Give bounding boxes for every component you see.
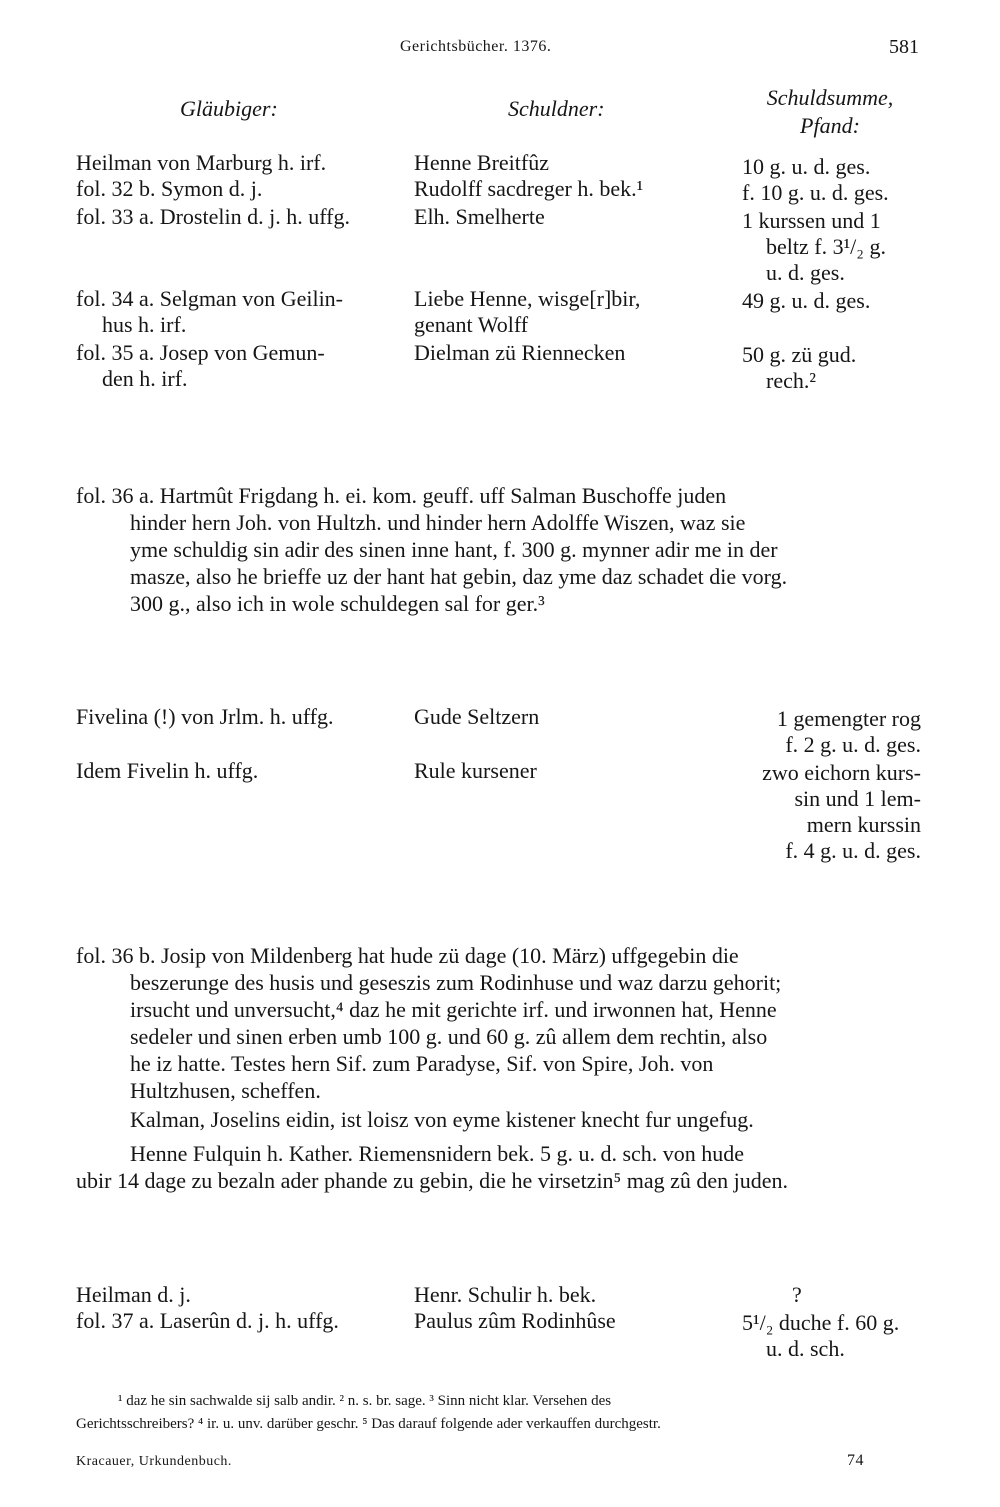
table-cell: Gude Seltzern [414,704,540,729]
table-cell: hus h. irf. [102,312,187,337]
footer-source: Kracauer, Urkundenbuch. [76,1454,232,1469]
table-row-5-debtor [414,340,625,366]
table-row-9-creditor [76,1308,339,1334]
table-cell: Fivelina (!) von Jrlm. h. uffg. [76,704,334,729]
entry-henne-line1: Henne Fulquin h. Kather. Riemensnidern bek. 5 g. u. d. sch. von hude [130,1141,745,1166]
text-line: fol. 36 a. Hartmût Frigdang h. ei. kom. geuff. uff Salman Buschoffe juden [76,483,727,508]
footnotes [76,1390,922,1436]
table-row-3-debtor [414,204,545,230]
entry-fol-36a [76,482,922,617]
table-cell: Heilman von Marburg h. irf. [76,150,327,175]
table-row-2-amount [742,180,889,206]
table-row-7-debtor [414,758,537,784]
table-row-2-creditor [76,176,262,202]
table-row-3-creditor [76,204,350,230]
column-header-sum [740,84,920,140]
table-row-8-creditor [76,1282,191,1308]
table-row-8-debtor [414,1282,596,1308]
table-row-1-amount [742,154,870,180]
table-cell: Dielman zü Riennecken [414,340,626,365]
table-cell: fol. 34 a. Selgman von Geilin- [76,286,344,311]
table-row-6-amount [777,706,921,758]
text-line: yme schuldig sin adir des sinen inne hant, f. 300 g. mynner adir me in der [130,537,778,562]
column-header-sum-line2: Pfand: [800,113,860,138]
table-cell: Idem Fivelin h. uffg. [76,758,259,783]
table-cell: mern kurssin [806,812,921,837]
table-cell: fol. 33 a. Drostelin d. j. h. uffg. [76,204,350,229]
table-row-7-creditor [76,758,258,784]
table-cell: u. d. ges. [766,260,845,285]
table-row-1-creditor [76,150,326,176]
table-cell: 1 kurssen und 1 [742,208,881,233]
table-row-5-amount [742,342,856,394]
table-cell: f. 10 g. u. d. ges. [742,180,889,205]
table-cell: Elh. Smelherte [414,204,545,229]
text-line: irsucht und unversucht,⁴ daz he mit gerichte irf. und irwonnen hat, Henne [130,997,777,1022]
table-row-6-creditor [76,704,333,730]
table-cell: f. 4 g. u. d. ges. [785,838,921,863]
table-cell: rech.² [766,368,816,393]
column-header-debtor: Schuldner: [508,96,605,121]
table-row-5-creditor [76,340,325,392]
table-row-9-debtor [414,1308,616,1334]
entry-kalman: Kalman, Joselins eidin, ist loisz von eyme kistener knecht fur ungefug. [130,1107,754,1132]
table-row-3-amount [742,208,886,286]
signature-mark: 74 [847,1452,864,1469]
table-cell: 10 g. u. d. ges. [742,154,871,179]
footnote-line-2: Gerichtsschreibers? ⁴ ir. u. unv. darüber geschr. ⁵ Das darauf folgende ader verkauffen durchgestr. [76,1416,661,1432]
table-cell: fol. 37 a. Laserûn d. j. h. uffg. [76,1308,339,1333]
text-line: beszerunge des husis und geseszis zum Rodinhuse und waz darzu gehorit; [130,970,782,995]
table-cell: Paulus zûm Rodinhûse [414,1308,616,1333]
text-line: fol. 36 b. Josip von Mildenberg hat hude zü dage (10. März) uffgegebin die [76,943,739,968]
text-line: masze, also he brieffe uz der hant hat gebin, daz yme daz schadet die vorg. [130,564,788,589]
page-number: 581 [889,36,919,58]
table-row-2-debtor [414,176,643,202]
table-row-9-amount [742,1310,899,1362]
table-row-4-creditor [76,286,343,338]
table-cell: Liebe Henne, wisge[r]bir, [414,286,641,311]
table-row-6-debtor [414,704,539,730]
table-cell: beltz f. 3¹/₂ g. [766,234,886,259]
footnote-line-1: ¹ daz he sin sachwalde sij salb andir. ² n. s. br. sage. ³ Sinn nicht klar. Versehen des [118,1393,612,1409]
running-title: Gerichtsbücher. 1376. [400,38,552,55]
entry-henne-line2: ubir 14 dage zu bezaln ader phande zu gebin, die he virsetzin⁵ mag zû den juden. [76,1168,789,1193]
table-row-8-amount [792,1282,802,1308]
entry-fol-36b [76,942,922,1194]
column-header-sum-line1: Schuldsumme, [766,85,894,110]
table-cell: u. d. sch. [766,1336,845,1361]
table-cell: Rule kursener [414,758,537,783]
text-line: 300 g., also ich in wole schuldegen sal for ger.³ [130,591,545,616]
table-row-4-debtor [414,286,640,338]
table-cell: f. 2 g. u. d. ges. [785,732,921,757]
table-row-4-amount [742,288,870,314]
text-line: Hultzhusen, scheffen. [130,1078,321,1103]
table-cell: Rudolff sacdreger h. bek.¹ [414,176,644,201]
table-cell: Heilman d. j. [76,1282,191,1307]
text-line: sedeler und sinen erben umb 100 g. und 60 g. zû allem dem rechtin, also [130,1024,768,1049]
table-cell: Henne Breitfûz [414,150,549,175]
table-row-1-debtor [414,150,549,176]
table-cell: 50 g. zü gud. [742,342,857,367]
table-cell: 1 gemengter rog [776,706,921,731]
table-cell: Henr. Schulir h. bek. [414,1282,597,1307]
table-row-7-amount [762,760,921,864]
table-cell: sin und 1 lem- [794,786,921,811]
column-header-creditor: Gläubiger: [180,96,278,121]
table-cell: den h. irf. [102,366,188,391]
table-cell: fol. 32 b. Symon d. j. [76,176,263,201]
table-cell: ? [792,1282,802,1307]
text-line: he iz hatte. Testes hern Sif. zum Paradyse, Sif. von Spire, Joh. von [130,1051,714,1076]
table-cell: 5¹/₂ duche f. 60 g. [742,1310,900,1335]
table-cell: zwo eichorn kurs- [762,760,921,785]
table-cell: genant Wolff [414,312,529,337]
table-cell: 49 g. u. d. ges. [742,288,871,313]
text-line: hinder hern Joh. von Hultzh. und hinder hern Adolffe Wiszen, waz sie [130,510,746,535]
table-cell: fol. 35 a. Josep von Gemun- [76,340,325,365]
